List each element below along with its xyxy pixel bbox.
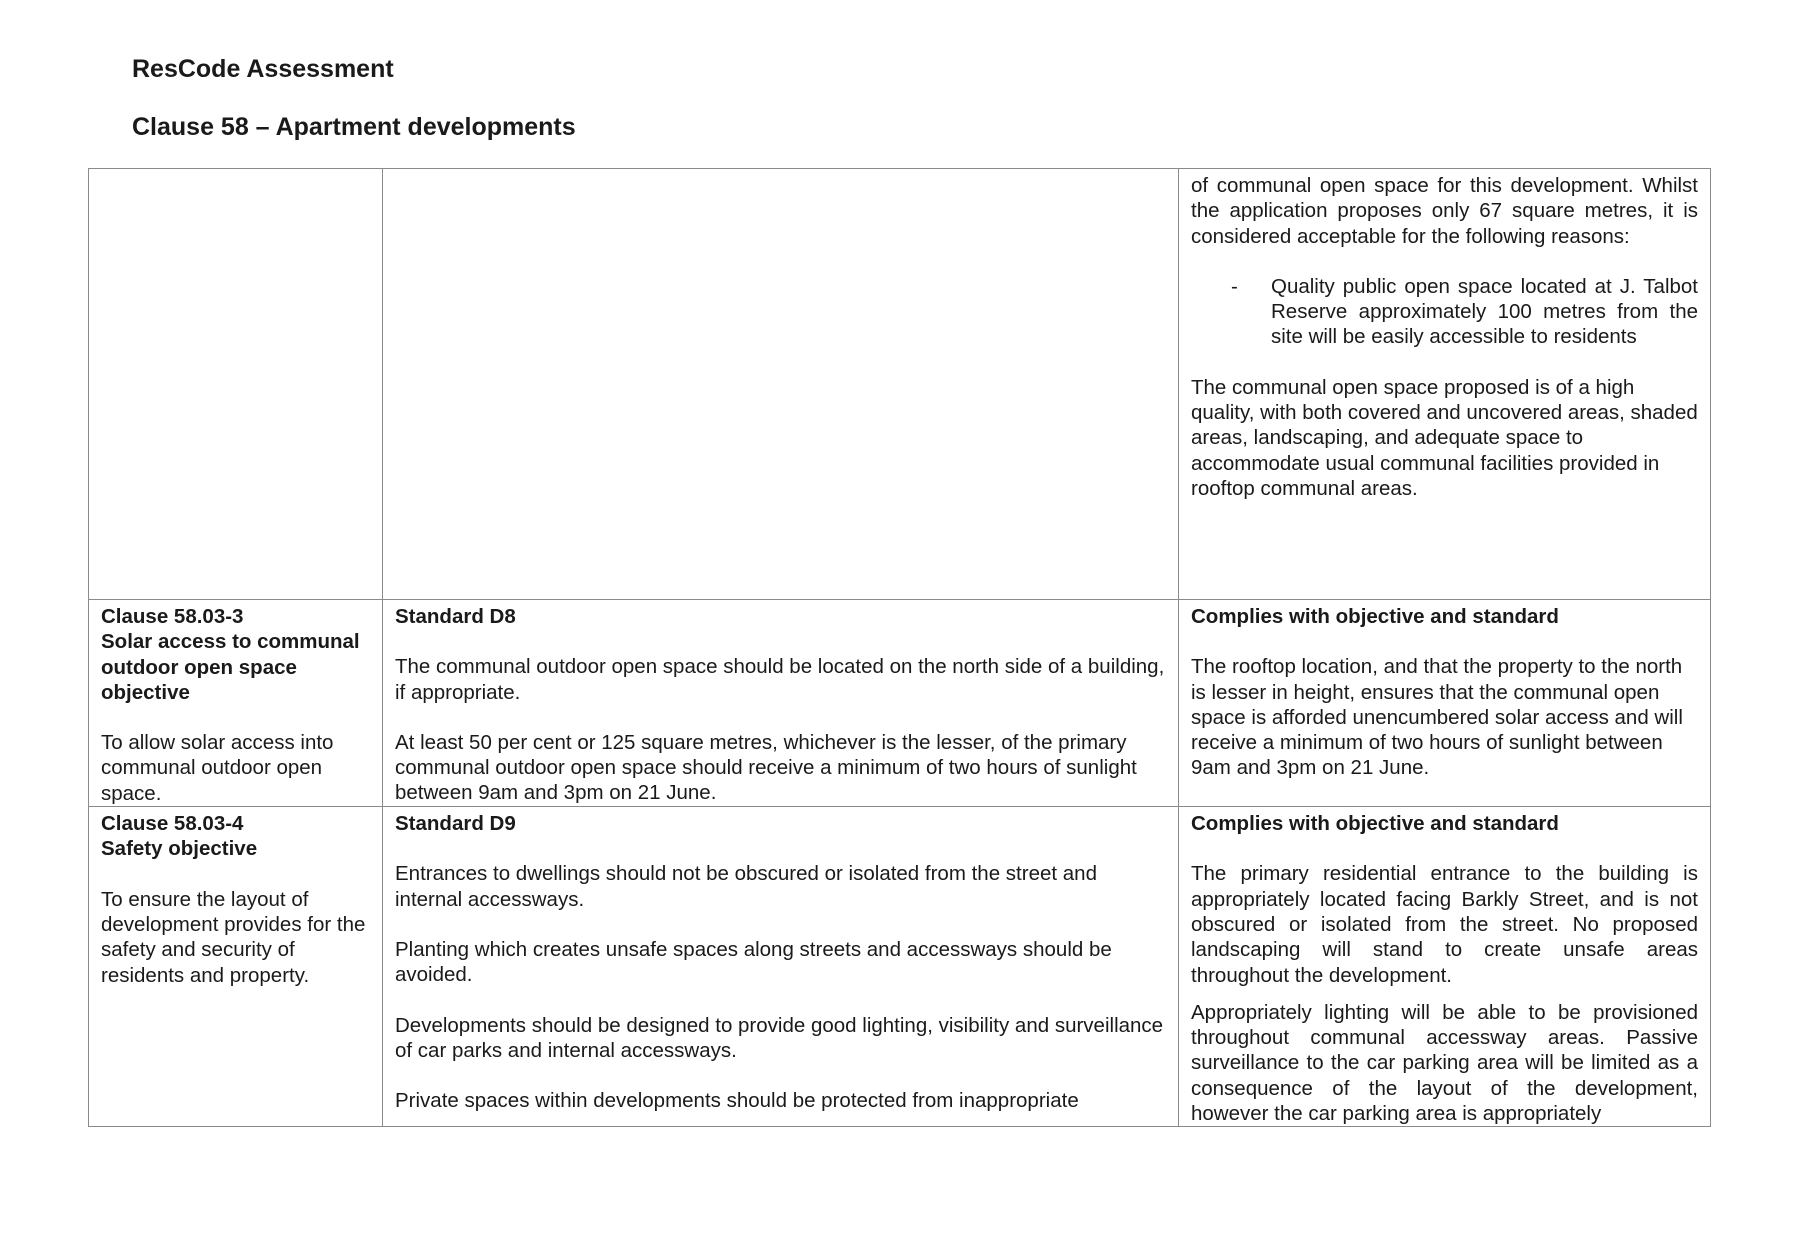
assessment-cell	[1179, 600, 1711, 807]
clause-objective: To allow solar access into communal outdoor open space.	[101, 731, 334, 805]
standard-paragraph: Planting which creates unsafe spaces along streets and accessways should be avoided.	[395, 937, 1112, 987]
assessment-paragraph: Appropriately lighting will be able to be provisioned throughout communal accessway areas. Passive surveillance to the car parking area will be limited as a consequence of the layout of the development, however the car parking area is appropriately	[1191, 1000, 1698, 1126]
document-title: ResCode Assessment	[132, 55, 394, 83]
table-row	[89, 169, 1711, 600]
standard-cell	[383, 600, 1179, 807]
clause-cell	[89, 807, 383, 1127]
assessment-paragraph: The communal open space proposed is of a high quality, with both covered and uncovered areas, shaded areas, landscaping, and adequate space to accommodate usual communal facilities provided in rooftop communal areas.	[1191, 375, 1698, 500]
clause-reference: Clause 58.03-3	[101, 605, 244, 628]
assessment-paragraph: The primary residential entrance to the building is appropriately located facing Barkly Street, and is not obscured or isolated from the street. No proposed landscaping will stand to create unsafe areas throughout the development.	[1191, 862, 1698, 987]
standard-paragraph: At least 50 per cent or 125 square metres, whichever is the lesser, of the primary communal outdoor open space should receive a minimum of two hours of sunlight between 9am and 3pm on 21 June.	[395, 730, 1137, 805]
standard-title: Standard D8	[395, 605, 516, 628]
standard-cell	[383, 169, 1179, 600]
standard-paragraph: The communal outdoor open space should be located on the north side of a building, if appropriate.	[395, 655, 1165, 704]
table-row	[89, 600, 1711, 807]
standard-paragraph: Private spaces within developments should be protected from inappropriate	[395, 1089, 1079, 1113]
clause-cell	[89, 600, 383, 807]
assessment-status: Complies with objective and standard	[1191, 605, 1559, 628]
standard-paragraph: Developments should be designed to provide good lighting, visibility and surveillance of car parks and internal accessways.	[395, 1013, 1164, 1062]
list-item-text: Quality public open space located at J. Talbot Reserve approximately 100 metres from the site will be easily accessible to residents	[1271, 274, 1698, 349]
assessment-table	[88, 168, 1711, 1127]
assessment-cell	[1179, 169, 1711, 600]
assessment-paragraph: The rooftop location, and that the property to the north is lesser in height, ensures that the communal open space is afforded unencumbered solar access and will receive a minimum of two hours of sunlight between 9am and 3pm on 21 June.	[1191, 655, 1683, 780]
standard-cell	[383, 807, 1179, 1127]
clause-reference: Clause 58.03-4	[101, 812, 244, 836]
assessment-cell	[1179, 807, 1711, 1127]
table-row	[89, 807, 1711, 1127]
standard-title: Standard D9	[395, 812, 516, 836]
clause-name: Safety objective	[101, 837, 258, 861]
clause-name: Solar access to communal outdoor open space objective	[101, 630, 360, 704]
assessment-status: Complies with objective and standard	[1191, 812, 1559, 836]
standard-paragraph: Entrances to dwellings should not be obscured or isolated from the street and internal accessways.	[395, 862, 1097, 911]
bullet-dash-icon: -	[1231, 274, 1238, 298]
clause-objective: To ensure the layout of development provides for the safety and security of residents and property.	[101, 887, 366, 987]
list-item	[1191, 274, 1698, 350]
document-subtitle: Clause 58 – Apartment developments	[132, 113, 576, 141]
assessment-paragraph: of communal open space for this development. Whilst the application proposes only 67 square metres, it is considered acceptable for the following reasons:	[1191, 174, 1698, 248]
clause-cell	[89, 169, 383, 600]
